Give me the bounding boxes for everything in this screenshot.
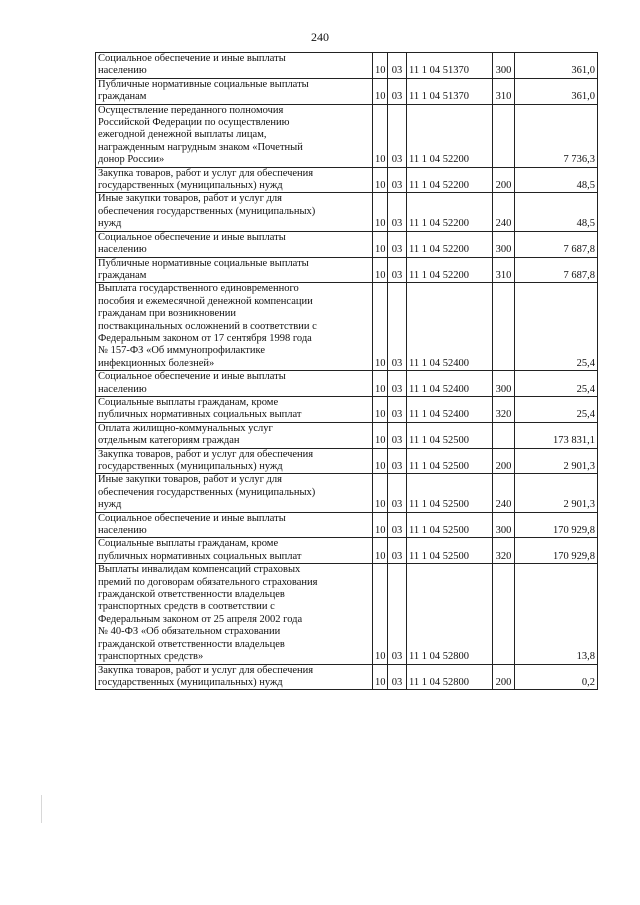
scan-margin-mark bbox=[41, 795, 42, 823]
row-name bbox=[96, 564, 373, 664]
row-name bbox=[96, 167, 373, 193]
row-target-article: 11 1 04 52500 bbox=[407, 512, 493, 538]
table-row bbox=[96, 371, 598, 397]
row-amount: 25,4 bbox=[515, 371, 598, 397]
table-row bbox=[96, 283, 598, 371]
row-section-code: 10 bbox=[373, 448, 388, 474]
row-name bbox=[96, 371, 373, 397]
row-expense-type: 300 bbox=[493, 53, 515, 79]
row-subsection-code: 03 bbox=[388, 538, 407, 564]
row-amount: 0,2 bbox=[515, 664, 598, 690]
row-subsection-code: 03 bbox=[388, 396, 407, 422]
row-name bbox=[96, 257, 373, 283]
table-row bbox=[96, 422, 598, 448]
row-amount: 13,8 bbox=[515, 564, 598, 664]
row-subsection-code: 03 bbox=[388, 257, 407, 283]
table-row bbox=[96, 231, 598, 257]
row-subsection-code: 03 bbox=[388, 193, 407, 231]
row-subsection-code: 03 bbox=[388, 78, 407, 104]
row-expense-type: 300 bbox=[493, 371, 515, 397]
row-subsection-code: 03 bbox=[388, 448, 407, 474]
row-amount: 48,5 bbox=[515, 167, 598, 193]
row-name bbox=[96, 512, 373, 538]
row-name-text: Оплата жилищно-коммунальных услуг отдельным категориям граждан bbox=[98, 422, 273, 447]
table-row bbox=[96, 474, 598, 512]
row-subsection-code: 03 bbox=[388, 474, 407, 512]
row-name bbox=[96, 422, 373, 448]
row-section-code: 10 bbox=[373, 78, 388, 104]
row-amount: 7 687,8 bbox=[515, 257, 598, 283]
row-subsection-code: 03 bbox=[388, 564, 407, 664]
row-section-code: 10 bbox=[373, 396, 388, 422]
row-section-code: 10 bbox=[373, 538, 388, 564]
row-subsection-code: 03 bbox=[388, 371, 407, 397]
row-target-article: 11 1 04 52200 bbox=[407, 257, 493, 283]
table-row bbox=[96, 512, 598, 538]
row-section-code: 10 bbox=[373, 257, 388, 283]
row-expense-type: 310 bbox=[493, 257, 515, 283]
row-amount: 361,0 bbox=[515, 78, 598, 104]
row-name-text: Осуществление переданного полномочия Российской Федерации по осуществлению ежегодной денежной выплаты лицам, награжденным нагрудным знаком «Почетный донор России» bbox=[98, 104, 303, 166]
row-target-article: 11 1 04 52500 bbox=[407, 474, 493, 512]
row-section-code: 10 bbox=[373, 664, 388, 690]
row-amount: 170 929,8 bbox=[515, 512, 598, 538]
row-name-text: Публичные нормативные социальные выплаты гражданам bbox=[98, 78, 309, 103]
page-number: 240 bbox=[311, 30, 329, 44]
table-row bbox=[96, 193, 598, 231]
row-expense-type: 240 bbox=[493, 193, 515, 231]
row-target-article: 11 1 04 52800 bbox=[407, 664, 493, 690]
row-name-text: Социальное обеспечение и иные выплаты населению bbox=[98, 231, 286, 256]
table-row bbox=[96, 53, 598, 79]
row-expense-type: 300 bbox=[493, 231, 515, 257]
row-amount: 25,4 bbox=[515, 283, 598, 371]
row-name-text: Выплаты инвалидам компенсаций страховых премий по договорам обязательного страхования гражданской ответственности владельцев транспортных средств в соответствии с Федеральным законом от 25 апреля 2002 года № 40-ФЗ «Об обязательном страховании гражданской ответственности владельцев транспортных средств» bbox=[98, 564, 318, 663]
budget-table-body bbox=[96, 53, 598, 690]
row-name bbox=[96, 448, 373, 474]
row-name-text: Выплата государственного единовременного пособия и ежемесячной денежной компенсации гражданам при возникновении поствакцинальных осложнений в соответствии с Федеральным законом от 17 сентября 1998 года № 157-ФЗ «Об иммунопрофилактике инфекционных болезней» bbox=[98, 283, 317, 369]
row-expense-type bbox=[493, 283, 515, 371]
table-row bbox=[96, 448, 598, 474]
row-target-article: 11 1 04 51370 bbox=[407, 78, 493, 104]
row-name bbox=[96, 104, 373, 167]
row-expense-type: 200 bbox=[493, 448, 515, 474]
row-expense-type bbox=[493, 564, 515, 664]
row-expense-type: 320 bbox=[493, 396, 515, 422]
table-row bbox=[96, 664, 598, 690]
row-section-code: 10 bbox=[373, 167, 388, 193]
row-amount: 170 929,8 bbox=[515, 538, 598, 564]
table-row bbox=[96, 104, 598, 167]
row-name bbox=[96, 474, 373, 512]
table-row bbox=[96, 257, 598, 283]
row-target-article: 11 1 04 52400 bbox=[407, 396, 493, 422]
row-expense-type: 310 bbox=[493, 78, 515, 104]
row-target-article: 11 1 04 51370 bbox=[407, 53, 493, 79]
row-target-article: 11 1 04 52400 bbox=[407, 371, 493, 397]
row-target-article: 11 1 04 52800 bbox=[407, 564, 493, 664]
row-target-article: 11 1 04 52500 bbox=[407, 448, 493, 474]
row-subsection-code: 03 bbox=[388, 167, 407, 193]
row-target-article: 11 1 04 52400 bbox=[407, 283, 493, 371]
row-expense-type: 300 bbox=[493, 512, 515, 538]
row-subsection-code: 03 bbox=[388, 53, 407, 79]
row-name-text: Социальное обеспечение и иные выплаты населению bbox=[98, 371, 286, 395]
table-row bbox=[96, 78, 598, 104]
row-name bbox=[96, 538, 373, 564]
budget-table bbox=[95, 52, 598, 690]
row-name bbox=[96, 193, 373, 231]
row-section-code: 10 bbox=[373, 104, 388, 167]
row-section-code: 10 bbox=[373, 231, 388, 257]
row-name-text: Социальное обеспечение и иные выплаты населению bbox=[98, 512, 286, 537]
row-section-code: 10 bbox=[373, 371, 388, 397]
row-name bbox=[96, 664, 373, 690]
row-section-code: 10 bbox=[373, 564, 388, 664]
row-name bbox=[96, 283, 373, 371]
row-amount: 7 736,3 bbox=[515, 104, 598, 167]
row-target-article: 11 1 04 52200 bbox=[407, 167, 493, 193]
row-name-text: Публичные нормативные социальные выплаты гражданам bbox=[98, 257, 309, 281]
table-row bbox=[96, 396, 598, 422]
row-name-text: Социальное обеспечение и иные выплаты населению bbox=[98, 53, 286, 77]
row-expense-type bbox=[493, 422, 515, 448]
row-name-text: Закупка товаров, работ и услуг для обеспечения государственных (муниципальных) нужд bbox=[98, 448, 314, 472]
row-section-code: 10 bbox=[373, 53, 388, 79]
row-section-code: 10 bbox=[373, 193, 388, 231]
table-row bbox=[96, 538, 598, 564]
row-expense-type: 320 bbox=[493, 538, 515, 564]
row-subsection-code: 03 bbox=[388, 104, 407, 167]
row-section-code: 10 bbox=[373, 422, 388, 448]
row-target-article: 11 1 04 52200 bbox=[407, 231, 493, 257]
row-name-text: Закупка товаров, работ и услуг для обеспечения государственных (муниципальных) нужд bbox=[98, 664, 314, 688]
row-amount: 7 687,8 bbox=[515, 231, 598, 257]
row-amount: 2 901,3 bbox=[515, 448, 598, 474]
row-expense-type: 200 bbox=[493, 167, 515, 193]
row-subsection-code: 03 bbox=[388, 422, 407, 448]
row-subsection-code: 03 bbox=[388, 283, 407, 371]
row-section-code: 10 bbox=[373, 474, 388, 512]
table-row bbox=[96, 564, 598, 664]
row-section-code: 10 bbox=[373, 512, 388, 538]
row-target-article: 11 1 04 52200 bbox=[407, 104, 493, 167]
row-subsection-code: 03 bbox=[388, 664, 407, 690]
row-target-article: 11 1 04 52200 bbox=[407, 193, 493, 231]
row-section-code: 10 bbox=[373, 283, 388, 371]
row-name-text: Социальные выплаты гражданам, кроме публичных нормативных социальных выплат bbox=[98, 538, 302, 562]
row-name bbox=[96, 78, 373, 104]
row-target-article: 11 1 04 52500 bbox=[407, 538, 493, 564]
row-name bbox=[96, 53, 373, 79]
row-name bbox=[96, 396, 373, 422]
row-name bbox=[96, 231, 373, 257]
row-name-text: Социальные выплаты гражданам, кроме публичных нормативных социальных выплат bbox=[98, 396, 302, 421]
row-target-article: 11 1 04 52500 bbox=[407, 422, 493, 448]
row-amount: 173 831,1 bbox=[515, 422, 598, 448]
row-subsection-code: 03 bbox=[388, 512, 407, 538]
row-name-text: Иные закупки товаров, работ и услуг для обеспечения государственных (муниципальных) нужд bbox=[98, 193, 316, 230]
row-amount: 48,5 bbox=[515, 193, 598, 231]
row-amount: 361,0 bbox=[515, 53, 598, 79]
row-name-text: Иные закупки товаров, работ и услуг для обеспечения государственных (муниципальных) нужд bbox=[98, 474, 316, 511]
row-name-text: Закупка товаров, работ и услуг для обеспечения государственных (муниципальных) нужд bbox=[98, 167, 314, 192]
row-amount: 25,4 bbox=[515, 396, 598, 422]
row-amount: 2 901,3 bbox=[515, 474, 598, 512]
row-expense-type: 240 bbox=[493, 474, 515, 512]
row-expense-type: 200 bbox=[493, 664, 515, 690]
row-subsection-code: 03 bbox=[388, 231, 407, 257]
table-row bbox=[96, 167, 598, 193]
row-expense-type bbox=[493, 104, 515, 167]
